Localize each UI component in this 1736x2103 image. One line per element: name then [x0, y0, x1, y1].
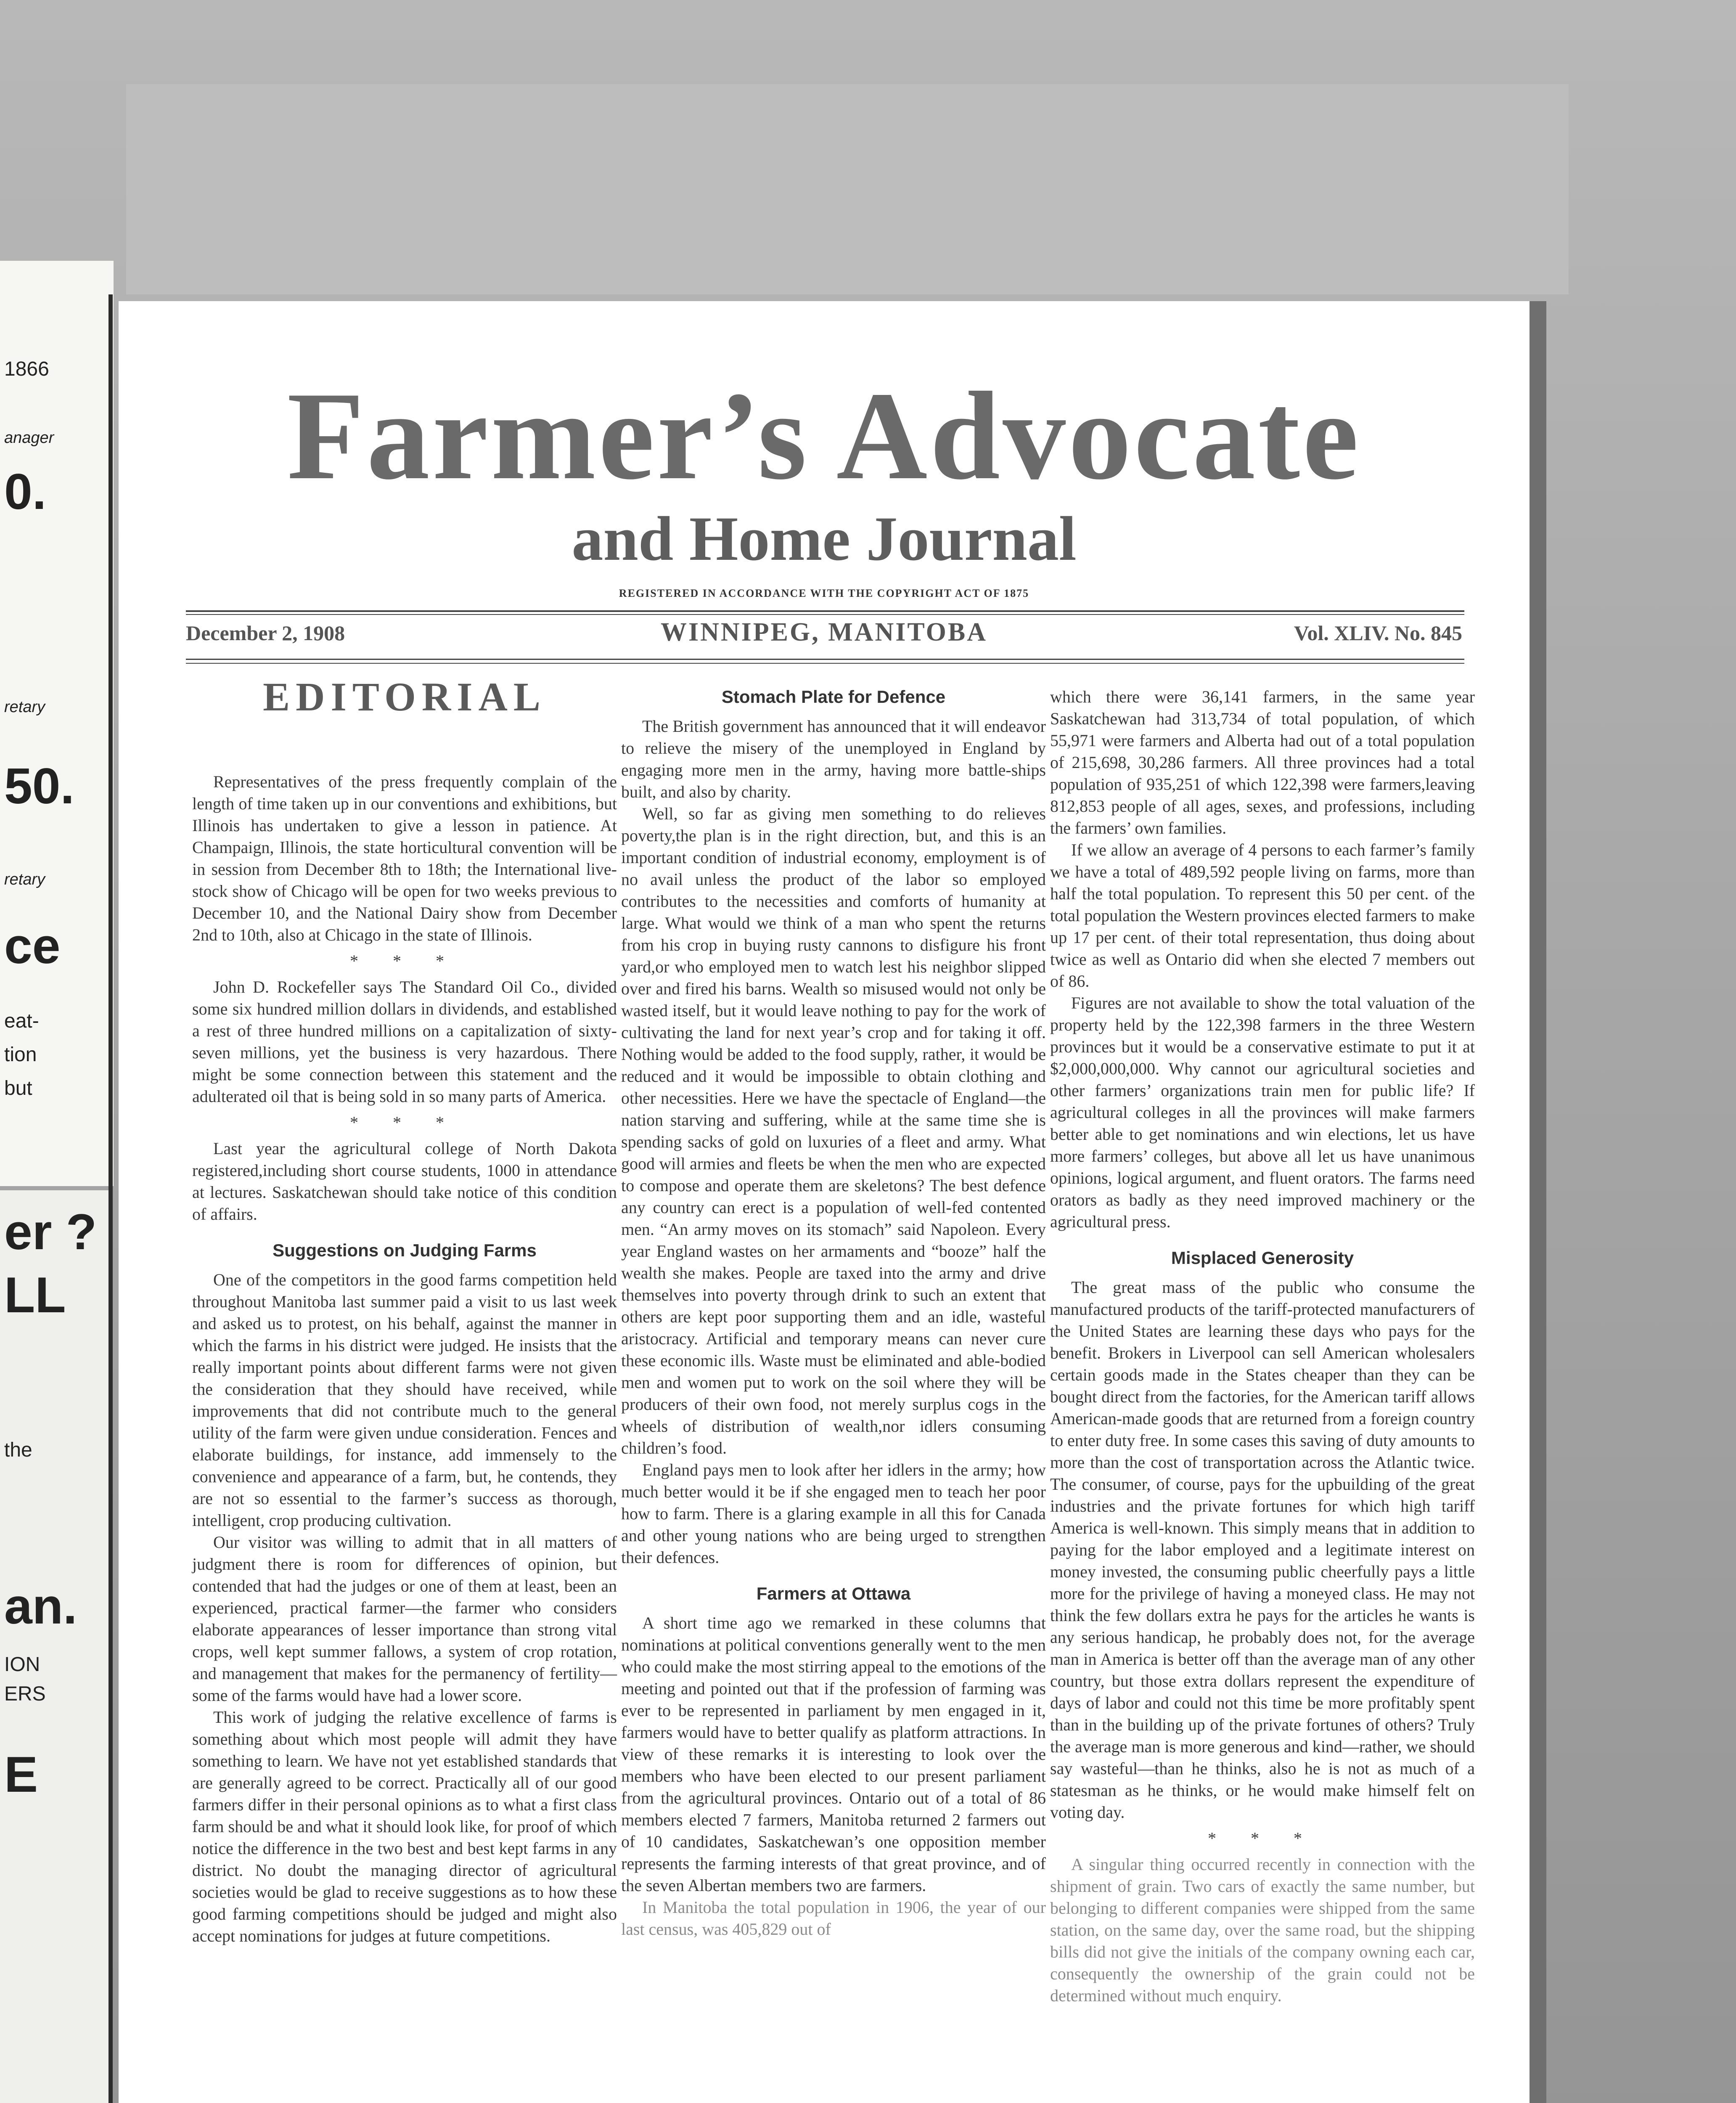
section-separator: * * * — [350, 951, 459, 970]
section-heading-farmers-at-ottawa: Farmers at Ottawa — [756, 1584, 911, 1603]
left-fragment-text: the — [4, 1439, 32, 1461]
left-fragment-text: 0. — [4, 464, 47, 520]
issue-date: December 2, 1908 — [186, 621, 345, 645]
editorial-heading: EDITORIAL — [263, 674, 546, 719]
paragraph: Well, so far as giving men something to do relieves poverty,the plan is in the right direction, but, and this is an important condition of industrial economy, employment is of no avail unless the product of the labor so employed contributes to the necessities and comforts of humanity at large. What would we think of a man who spent the returns from his crop in buying rusty cannons to disfigure his front yard,or who employed men to watch lest his neighbor slipped over and fired his barns. Wealth so misused would not only be wasted itself, but it would leave nothing to pay for the work of cultivating the land for next year’s crop and for taking it off. Nothing would be added to the food supply, rather, it would be reduced and it would be impossible to obtain clothing and other necessities. Here we have the spectacle of England—the nation starving and suffering, while at the same time she is spending sacks of gold on luxuries of a fleet and army. What good will armies and fleets be when the men who are expected to compose and operate them are skeletons? The best defence any country can erect is a population of well-fed contented men. “An army moves on its stomach” said Napoleon. Every year England wastes on her armaments and “booze” half the wealth she makes. People are taxed into the army and drive themselves into poverty through drink to such an extent that others are kept poor supporting them and an idle, wasteful aristocracy. Artificial and temporary means can never cure these economic ills. Waste must be eliminated and able-bodied men and women put to work on the soil where they will be producers of their own food, not merely surplus cogs in the wheels of distribution of wealth,nor idlers consuming children’s food. — [621, 804, 1046, 1457]
dateline-rule-bottom — [186, 659, 1464, 660]
column-3 — [1050, 686, 1475, 2007]
column-2 — [621, 686, 1046, 1940]
left-page-fragment-lower — [0, 1190, 109, 2103]
paragraph: If we allow an average of 4 persons to each farmer’s family we have a total of 489,592 people living on farms, more than half the total population. To represent this 50 per cent. of the total population the Western provinces elected farmers to make up 17 per cent. of their total representation, thus doing about twice as well as Ontario did when she elected 7 members out of 86. — [1050, 840, 1475, 991]
left-fragment-text: retary — [4, 871, 45, 888]
left-fragment-text: LL — [4, 1267, 66, 1323]
scan-upper-strip — [126, 84, 1569, 294]
page-edge-shadow — [1530, 301, 1546, 2103]
section-separator: * * * — [1208, 1829, 1317, 1848]
left-fragment-text: anager — [4, 429, 54, 447]
paragraph: England pays men to look after her idlers in the army; how much better would it be if she engaged men to teach her poor how to farm. There is a glaring example in all this for Canada and other young nations who are being urged to strengthen their defences. — [621, 1460, 1046, 1567]
left-fragment-text: ION — [4, 1653, 40, 1676]
left-page-fragment — [0, 261, 114, 1186]
paragraph: Representatives of the press frequently complain of the length of time taken up in our conventions and exhibitions, but Illinois has undertaken to give a lesson in patience. At Champaign, Illinois, the state horticultural convention will be in session from December 8th to 18th; the International live-stock show of Chicago will be open for two weeks previous to December 10, and the National Dairy show from December 2nd to 10th, also at Chicago in the state of Illinois. — [192, 772, 617, 944]
copyright-notice: REGISTERED IN ACCORDANCE WITH THE COPYRIGHT ACT OF 1875 — [619, 587, 1029, 599]
paragraph: In Manitoba the total population in 1906, the year of our last census, was 405,829 out of — [621, 1898, 1046, 1939]
paragraph: The great mass of the public who consume the manufactured products of the tariff-protected manufacturers of the United States are learning these days who pays for the benefit. Brokers in Liverpool can sell American wholesalers certain goods made in the States cheaper than they can be bought direct from the factories, for the American tariff allows American-made goods that are returned from a foreign country to enter duty free. In some cases this saving of duty amounts to more than the cost of transportation across the Atlantic twice. The consumer, of course, pays for the upbuilding of the great industries and the private fortunes for which high tariff America is well-known. This simply means that in addition to paying for the labor employed and a legitimate interest on money invested, the consuming public cheerfully pays a little more for the privilege of having a moneyed class. He may not think the few dollars extra he pays for the articles he wants is any serious handicap, he probably does not, for the average man in America is better off than the average man of any other country, but those extra dollars represent the expenditure of days of labor and could not this time be more profitably spent than in the building up of the private fortunes of others? Truly the average man is more generous and kind—rather, we should say wasteful—than he thinks, also he is not as much of a statesman as he thinks, or he would make himself felt on voting day. — [1050, 1278, 1475, 1822]
paragraph: A singular thing occurred recently in connection with the shipment of grain. Two cars of exactly the same number, but belonging to different companies were shipped from the same station, on the same day, over the same road, but the shipping bills did not give the initials of the company owning each car, consequently the ownership of the grain could not be determined without much enquiry. — [1050, 1855, 1475, 2005]
left-fragment-text: an. — [4, 1578, 77, 1634]
left-fragment-text: ERS — [4, 1683, 46, 1705]
section-separator: * * * — [350, 1113, 459, 1132]
paragraph: Figures are not available to show the total valuation of the property held by the 122,398 farmers in the three Western provinces but it would be a conservative estimate to put it at $2,000,000,000. Why cannot our agricultural societies and other farmers’ organizations train men for public life? If agricultural colleges in all the provinces will make farmers better able to get nominations and win elections, let us have more farmers’ colleges, but above all let us have unanimous opinions, logical argument, and fluent orators. The farms need orators as badly as they need improved machinery or the agricultural press. — [1050, 993, 1475, 1231]
section-heading-judging-farms: Suggestions on Judging Farms — [273, 1240, 537, 1260]
page-gutter-rule — [108, 294, 113, 2103]
left-fragment-text: tion — [4, 1044, 37, 1066]
left-fragment-text: E — [4, 1746, 38, 1803]
left-fragment-text: retary — [4, 698, 45, 716]
volume-number: Vol. XLIV. No. 845 — [1294, 621, 1462, 645]
paragraph: The British government has announced that it will endeavor to relieve the misery of the unemployed in England by engaging more men in the army, having more battle-ships built, and also by charity. — [621, 717, 1046, 801]
paragraph: Last year the agricultural college of North Dakota registered,including short course students, 1000 in attendance at lectures. Saskatchewan should take notice of this condition of affairs. — [192, 1139, 617, 1224]
dateline-rule-top — [186, 610, 1464, 612]
paragraph: Our visitor was willing to admit that in all matters of judgment there is room for differences of opinion, but contended that had the judges or one of them at least, been an experienced, practical farmer—the farmer who considers elaborate appearances of lesser importance than strong vital crops, well kept summer fallows, a system of crop rotation, and management that makes for the permanency of fertility—some of the farms would have had a lower score. — [192, 1533, 617, 1705]
masthead-title: Farmer’s Advocate — [287, 366, 1361, 506]
paragraph: This work of judging the relative excellence of farms is something about which most people will admit they have something to learn. We have not yet established standards that are generally agreed to be correct. Practically all of our good farmers differ in their personal opinions as to what a first class farm should be and what it should look like, for proof of which notice the difference in the two best and best kept farms in any district. No doubt the managing director of agricultural societies would be glad to receive suggestions as to how these good farming competitions should be judged and might also accept nominations for judges at future competitions. — [192, 1708, 617, 1945]
newspaper-page — [119, 301, 1530, 2103]
masthead-subtitle: and Home Journal — [572, 504, 1077, 574]
paragraph: A short time ago we remarked in these columns that nominations at political conventions generally went to the men who could make the most stirring appeal to the emotions of the meeting and pointed out that if the profession of farming was ever to be represented in parliament by men engaged in it, farmers would have to better qualify as platform attractions. In view of these remarks it is interesting to look over the members who have been elected to our present parliament from the agricultural provinces. Ontario out of a total of 86 members elected 7 farmers, Manitoba returned 2 farmers out of 10 candidates, Saskatchewan’s one opposition member represents the farming interests of that great province, and of the seven Albertan members two are farmers. — [621, 1613, 1046, 1895]
dateline-rule-bottom-thin — [186, 663, 1464, 664]
left-fragment-text: ce — [4, 918, 61, 974]
paragraph: John D. Rockefeller says The Standard Oil Co., divided some six hundred million dollars in dividends, and established a rest of three hundred millions on a capitalization of sixty-seven millions, yet the business is very hazardous. There might be some connection between this statement and the adulterated oil that is being sold in so many parts of America. — [192, 977, 617, 1106]
paragraph: One of the competitors in the good farms competition held throughout Manitoba last summer paid a visit to us last week and asked us to protest, on his behalf, against the manner in which the farms in his district were judged. He insists that the really important points about different farms were not given the consideration that they should have received, while improvements that did not contribute much to the general utility of the farm were given undue consideration. Fences and elaborate buildings, for instance, add immensely to the convenience and appearance of a farm, but, he contends, they are not so essential to the farmer’s success as thorough, intelligent, crop producing cultivation. — [192, 1270, 617, 1530]
left-fragment-text: but — [4, 1077, 32, 1099]
column-1 — [192, 674, 617, 1947]
paragraph: which there were 36,141 farmers, in the same year Saskatchewan had 313,734 of total population, of which 55,971 were farmers and Alberta had out of a total population of 215,698, 30,286 farmers. All three provinces had a total population of 935,251 of which 122,398 were farmers,leaving 812,853 people of all ages, sexes, and professions, including the farmers’ own families. — [1050, 687, 1475, 837]
left-fragment-text: er ? — [4, 1204, 97, 1260]
left-fragment-text: 50. — [4, 758, 74, 814]
left-fragment-text: 1866 — [4, 358, 49, 380]
section-heading-misplaced-generosity: Misplaced Generosity — [1171, 1248, 1354, 1268]
section-heading-stomach-plate: Stomach Plate for Defence — [721, 687, 946, 707]
dateline-rule-top-thin — [186, 614, 1464, 615]
publication-place: WINNIPEG, MANITOBA — [660, 618, 988, 646]
left-fragment-text: eat- — [4, 1010, 39, 1032]
